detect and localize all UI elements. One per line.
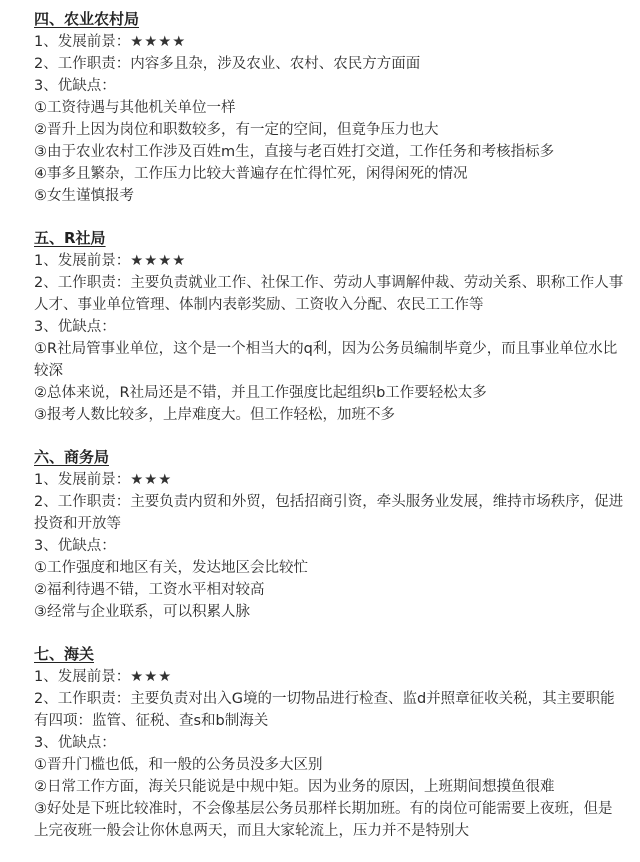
- section-heading: 六、商务局: [34, 448, 110, 466]
- point-item: ③经常与企业联系，可以积累人脉: [34, 604, 250, 620]
- rating-stars: ★★★: [130, 669, 173, 685]
- prospect-line: [34, 469, 626, 491]
- section-customs: [34, 643, 626, 842]
- point-item: ①晋升门槛也低，和一般的公务员没多大区别: [34, 757, 323, 773]
- point-item: ①工作强度和地区有关，发达地区会比较忙: [34, 560, 308, 576]
- pros-cons-label: 3、优缺点：: [34, 538, 116, 554]
- rating-stars: ★★★: [130, 472, 173, 488]
- section-heading: 五、R社局: [34, 229, 106, 247]
- point-item: ③由于农业农村工作涉及百姓m生，直接与老百姓打交道，工作任务和考核指标多: [34, 144, 555, 160]
- prospect-label: 1、发展前景：: [34, 253, 131, 269]
- point-item: ②晋升上因为岗位和职数较多，有一定的空间，但竟争压力也大: [34, 122, 439, 138]
- point-item: ③好处是下班比较准时，不会像基层公务员那样长期加班。有的岗位可能需要上夜班，但是上完夜班一般会让你休息两天，而且大家轮流上，压力并不是特别大: [34, 801, 613, 839]
- section-heading: 四、农业农村局: [34, 10, 140, 28]
- point-item: ④事多且繁杂，工作压力比较大普遍存在忙得忙死，闲得闲死的情况: [34, 166, 468, 182]
- point-item: ⑤女生谨慎报考: [34, 188, 134, 204]
- pros-cons-label: 3、优缺点：: [34, 735, 116, 751]
- duty-line: 2、工作职责：主要负责就业工作、社保工作、劳动人事调解仲裁、劳动关系、职称工作人事人才、事业单位管理、体制内表彰奖励、工资收入分配、农民工工作等: [34, 275, 624, 313]
- section-hr-social: [34, 227, 626, 426]
- duty-line: 2、工作职责：主要负责内贸和外贸，包括招商引资，牵头服务业发展，维持市场秩序，促进投资和开放等: [34, 494, 624, 532]
- section-commerce: [34, 446, 626, 623]
- prospect-line: [34, 666, 626, 688]
- prospect-label: 1、发展前景：: [34, 669, 131, 685]
- point-item: ②总体来说，R社局还是不错，并且工作强度比起组织b工作要轻松太多: [34, 385, 487, 401]
- point-item: ③报考人数比较多，上岸难度大。但工作轻松，加班不多: [34, 407, 395, 423]
- pros-cons-label: 3、优缺点：: [34, 78, 116, 94]
- pros-cons-label: 3、优缺点：: [34, 319, 116, 335]
- point-item: ①工资待遇与其他机关单位一样: [34, 100, 236, 116]
- section-agriculture: [34, 8, 626, 207]
- prospect-line: [34, 31, 626, 53]
- point-item: ②日常工作方面，海关只能说是中规中矩。因为业务的原因，上班期间想摸鱼很难: [34, 779, 555, 795]
- prospect-line: [34, 250, 626, 272]
- point-item: ②福利待遇不错，工资水平相对较高: [34, 582, 265, 598]
- rating-stars: ★★★★: [130, 253, 187, 269]
- prospect-label: 1、发展前景：: [34, 34, 131, 50]
- prospect-label: 1、发展前景：: [34, 472, 131, 488]
- rating-stars: ★★★★: [130, 34, 187, 50]
- section-heading: 七、海关: [34, 645, 95, 663]
- duty-line: 2、工作职责：内容多且杂，涉及农业、农村、农民方方面面: [34, 56, 421, 72]
- point-item: ①R社局管事业单位，这个是一个相当大的q利，因为公务员编制毕竟少，而且事业单位水比较深: [34, 341, 618, 379]
- duty-line: 2、工作职责：主要负责对出入G境的一切物品进行检查、监d并照章征收关税，其主要职能有四项：监管、征税、查s和b制海关: [34, 691, 615, 729]
